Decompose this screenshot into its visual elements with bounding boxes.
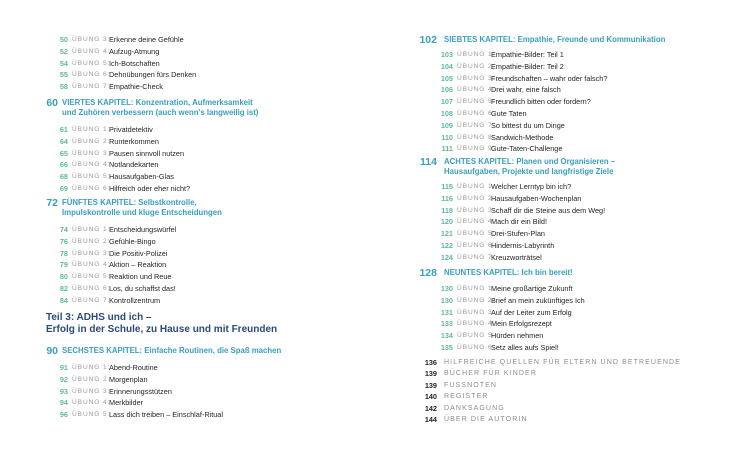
exercise-title: Kontrollzentrum xyxy=(109,295,161,305)
toc-exercise-entry[interactable] xyxy=(400,97,750,107)
back-matter-title: ÜBER DIE AUTORIN xyxy=(444,416,528,423)
exercise-label: ÜBUNG 5: xyxy=(72,273,111,281)
exercise-label: ÜBUNG 3: xyxy=(72,387,111,395)
toc-exercise-entry[interactable] xyxy=(0,398,380,408)
exercise-label: ÜBUNG 5: xyxy=(457,98,496,106)
exercise-label: ÜBUNG 1: xyxy=(457,183,496,190)
exercise-page-number: 116 xyxy=(441,193,453,203)
toc-back-matter-entry[interactable] xyxy=(400,381,740,391)
exercise-title: Kreuzworträtsel xyxy=(491,252,542,262)
exercise-page-number: 134 xyxy=(440,331,453,341)
exercise-page-number: 107 xyxy=(440,97,453,107)
exercise-label: ÜBUNG 4: xyxy=(457,320,496,328)
toc-exercise-entry[interactable] xyxy=(0,137,380,147)
exercise-title: Schaff dir die Steine aus dem Weg! xyxy=(491,205,606,215)
chapter-title-line: Impulskontrolle und kluge Entscheidungen xyxy=(62,208,222,217)
exercise-label: ÜBUNG 1: xyxy=(457,51,496,58)
exercise-label: ÜBUNG 1: xyxy=(72,126,111,133)
part-heading[interactable]: Erfolg in der Schule, zu Hause und mit Freunden xyxy=(46,324,278,335)
exercise-label: ÜBUNG 3: xyxy=(72,249,111,257)
exercise-title: So bittest du um Dinge xyxy=(491,120,565,130)
toc-exercise-entry[interactable] xyxy=(400,241,750,251)
toc-exercise-entry[interactable] xyxy=(0,375,380,385)
exercise-title: Entscheidungswürfel xyxy=(109,225,177,234)
exercise-title: Hilfreich oder eher nicht? xyxy=(109,184,191,193)
chapter-title-line: und Zuhören verbessern (auch wenn’s langweilig ist) xyxy=(62,108,259,117)
exercise-label: ÜBUNG 1: xyxy=(72,226,111,233)
exercise-title: Freundlich bitten oder fordern? xyxy=(491,97,591,107)
toc-exercise-entry[interactable] xyxy=(0,160,380,170)
exercise-title: Los, du schaffst das! xyxy=(109,284,176,293)
exercise-page-number: 115 xyxy=(441,182,453,191)
toc-exercise-entry[interactable] xyxy=(400,253,750,263)
exercise-label: ÜBUNG 6: xyxy=(457,344,496,351)
exercise-page-number: 65 xyxy=(59,148,68,158)
exercise-label: ÜBUNG 5: xyxy=(457,230,496,238)
exercise-title: Setz alles aufs Spiel! xyxy=(491,343,559,352)
toc-exercise-entry[interactable] xyxy=(400,217,750,227)
exercise-page-number: 79 xyxy=(59,260,68,270)
exercise-title: Empathie-Bilder: Teil 2 xyxy=(491,61,564,71)
toc-exercise-entry[interactable] xyxy=(0,59,380,69)
chapter-page-number: 60 xyxy=(46,97,58,109)
exercise-page-number: 93 xyxy=(59,386,68,396)
exercise-title: Die Positiv-Polizei xyxy=(109,248,168,258)
toc-exercise-entry[interactable] xyxy=(0,82,380,92)
exercise-page-number: 74 xyxy=(59,225,68,234)
exercise-title: Sandwich-Methode xyxy=(491,132,554,142)
back-matter-page-number: 140 xyxy=(424,392,437,402)
chapter-page-number: 102 xyxy=(419,34,437,46)
toc-exercise-entry[interactable] xyxy=(0,272,380,282)
toc-exercise-entry[interactable] xyxy=(0,149,380,159)
exercise-label: ÜBUNG 5: xyxy=(72,411,111,419)
back-matter-title: BÜCHER FÜR KINDER xyxy=(444,370,537,378)
toc-exercise-entry[interactable] xyxy=(0,296,380,306)
chapter-title-line: VIERTES KAPITEL: Konzentration, Aufmerksamkeit xyxy=(62,98,253,107)
toc-exercise-entry[interactable] xyxy=(400,284,750,294)
exercise-page-number: 122 xyxy=(440,241,453,250)
toc-back-matter-entry[interactable] xyxy=(400,415,740,425)
chapter-title-line: SIEBTES KAPITEL: Empathie, Freunde und Kommunikation xyxy=(444,35,666,44)
toc-exercise-entry[interactable] xyxy=(400,296,750,306)
toc-exercise-entry[interactable] xyxy=(0,125,380,135)
chapter-page-number: 90 xyxy=(46,345,58,357)
exercise-title: Pausen sinnvoll nutzen xyxy=(109,148,185,158)
chapter-page-number: 72 xyxy=(46,197,58,209)
toc-back-matter-entry[interactable] xyxy=(400,392,740,402)
back-matter-page-number: 142 xyxy=(424,403,437,413)
toc-exercise-entry[interactable] xyxy=(0,237,380,247)
exercise-page-number: 121 xyxy=(440,229,453,239)
exercise-page-number: 96 xyxy=(59,410,68,420)
exercise-title: Brief an mein zukünftiges Ich xyxy=(491,295,585,305)
exercise-page-number: 118 xyxy=(441,205,453,215)
exercise-title: Ich-Botschaften xyxy=(109,58,160,68)
exercise-label: ÜBUNG 4: xyxy=(72,47,111,55)
toc-exercise-entry[interactable] xyxy=(400,331,750,341)
exercise-page-number: 130 xyxy=(440,284,453,293)
back-matter-page-number: 139 xyxy=(424,380,437,390)
toc-exercise-entry[interactable] xyxy=(400,85,750,95)
toc-exercise-entry[interactable] xyxy=(400,194,750,204)
exercise-title: Notlandekarten xyxy=(109,160,159,170)
toc-exercise-entry[interactable] xyxy=(400,121,750,131)
exercise-page-number: 124 xyxy=(440,252,453,262)
exercise-page-number: 82 xyxy=(59,284,68,293)
exercise-title: Aufzug-Atmung xyxy=(109,46,160,56)
toc-back-matter-entry[interactable] xyxy=(400,404,740,414)
exercise-label: ÜBUNG 5: xyxy=(72,59,111,67)
exercise-page-number: 108 xyxy=(440,109,453,118)
exercise-label: ÜBUNG 6: xyxy=(72,285,111,292)
exercise-label: ÜBUNG 2: xyxy=(457,296,496,304)
exercise-page-number: 54 xyxy=(59,58,68,68)
exercise-page-number: 78 xyxy=(59,248,68,258)
exercise-title: Hausaufgaben-Wochenplan xyxy=(491,193,582,203)
chapter-title-line: SECHSTES KAPITEL: Einfache Routinen, die Spaß machen xyxy=(62,346,282,355)
exercise-title: Hürden nehmen xyxy=(491,331,544,341)
exercise-label: ÜBUNG 6: xyxy=(72,71,111,79)
exercise-title: Gefühle-Bingo xyxy=(109,236,156,246)
exercise-title: Morgenplan xyxy=(109,374,148,384)
exercise-page-number: 64 xyxy=(59,136,68,146)
exercise-title: Erinnerungsstützen xyxy=(109,386,172,396)
exercise-label: ÜBUNG 3: xyxy=(72,36,111,43)
exercise-title: Aktion – Reaktion xyxy=(109,260,167,270)
exercise-label: ÜBUNG 2: xyxy=(72,375,111,383)
part-heading[interactable]: Teil 3: ADHS und ich – xyxy=(46,312,152,323)
exercise-title: Hindernis-Labyrinth xyxy=(491,241,555,250)
exercise-title: Drei wahr, eine falsch xyxy=(491,85,561,95)
exercise-page-number: 105 xyxy=(440,73,453,83)
exercise-label: ÜBUNG 2: xyxy=(457,194,496,202)
exercise-label: ÜBUNG 4: xyxy=(72,161,111,169)
toc-exercise-entry[interactable] xyxy=(0,410,380,420)
exercise-page-number: 111 xyxy=(441,144,453,154)
exercise-title: Welcher Lerntyp bin ich? xyxy=(491,182,572,191)
chapter-title-line: Hausaufgaben, Projekte und langfristige Ziele xyxy=(444,167,614,176)
exercise-label: ÜBUNG 4: xyxy=(72,261,111,269)
exercise-title: Empathie-Bilder: Teil 1 xyxy=(491,50,564,59)
exercise-label: ÜBUNG 8: xyxy=(457,133,496,141)
toc-exercise-entry[interactable] xyxy=(400,109,750,119)
chapter-title-line: FÜNFTES KAPITEL: Selbstkontrolle, xyxy=(62,198,197,207)
exercise-label: ÜBUNG 4: xyxy=(457,218,496,226)
toc-exercise-entry[interactable] xyxy=(0,172,380,182)
exercise-title: Meine großartige Zukunft xyxy=(491,284,573,293)
exercise-page-number: 130 xyxy=(440,295,453,305)
exercise-label: ÜBUNG 5: xyxy=(72,173,111,181)
exercise-title: Abend-Routine xyxy=(109,363,158,372)
exercise-label: ÜBUNG 1: xyxy=(457,285,496,292)
exercise-title: Mein Erfolgsrezept xyxy=(491,319,552,329)
exercise-label: ÜBUNG 4: xyxy=(457,86,496,94)
exercise-title: Privatdetektiv xyxy=(109,125,153,134)
exercise-label: ÜBUNG 6: xyxy=(72,185,111,192)
exercise-page-number: 106 xyxy=(440,85,453,95)
toc-exercise-entry[interactable] xyxy=(0,249,380,259)
exercise-title: Mach dir ein Bild! xyxy=(491,217,547,227)
toc-exercise-entry[interactable] xyxy=(400,74,750,84)
exercise-page-number: 55 xyxy=(59,70,68,80)
exercise-title: Merkbilder xyxy=(109,398,144,408)
toc-exercise-entry[interactable] xyxy=(0,70,380,80)
exercise-page-number: 68 xyxy=(59,172,68,182)
exercise-label: ÜBUNG 3: xyxy=(457,206,496,214)
exercise-page-number: 50 xyxy=(59,35,68,44)
exercise-page-number: 120 xyxy=(440,217,453,227)
chapter-page-number: 128 xyxy=(419,267,437,279)
exercise-title: Hausaufgaben-Glas xyxy=(109,172,174,182)
toc-exercise-entry[interactable] xyxy=(400,182,750,192)
chapter-title-line: ACHTES KAPITEL: Planen und Organisieren – xyxy=(444,157,616,166)
exercise-title: Lass dich treiben – Einschlaf-Ritual xyxy=(109,410,223,420)
exercise-page-number: 103 xyxy=(440,50,453,59)
exercise-label: ÜBUNG 6: xyxy=(457,110,496,117)
back-matter-title: REGISTER xyxy=(444,393,489,401)
toc-exercise-entry[interactable] xyxy=(400,144,750,154)
exercise-label: ÜBUNG 1: xyxy=(72,364,111,371)
toc-exercise-entry[interactable] xyxy=(0,387,380,397)
exercise-page-number: 61 xyxy=(59,125,68,134)
exercise-label: ÜBUNG 2: xyxy=(457,62,496,70)
back-matter-title: HILFREICHE QUELLEN FÜR ELTERN UND BETREUENDE xyxy=(444,359,681,366)
exercise-label: ÜBUNG 7: xyxy=(72,296,111,304)
toc-exercise-entry[interactable] xyxy=(400,343,750,353)
exercise-title: Dehnübungen fürs Denken xyxy=(109,70,197,80)
toc-exercise-entry[interactable] xyxy=(400,206,750,216)
exercise-title: Empathie-Check xyxy=(109,82,163,92)
toc-exercise-entry[interactable] xyxy=(0,284,380,294)
exercise-title: Drei-Stufen-Plan xyxy=(491,229,545,239)
exercise-page-number: 80 xyxy=(59,272,68,282)
exercise-label: ÜBUNG 5: xyxy=(457,332,496,340)
exercise-label: ÜBUNG 2: xyxy=(72,137,111,145)
exercise-page-number: 84 xyxy=(59,295,68,305)
exercise-page-number: 133 xyxy=(440,319,453,329)
exercise-label: ÜBUNG 3: xyxy=(457,74,496,82)
exercise-page-number: 92 xyxy=(59,374,68,384)
exercise-page-number: 69 xyxy=(59,184,68,193)
exercise-label: ÜBUNG 3: xyxy=(457,308,496,316)
toc-exercise-entry[interactable] xyxy=(400,50,750,60)
exercise-page-number: 58 xyxy=(59,82,68,92)
back-matter-page-number: 139 xyxy=(424,369,437,379)
toc-back-matter-entry[interactable] xyxy=(400,369,740,379)
chapter-title-line: NEUNTES KAPITEL: Ich bin bereit! xyxy=(444,268,573,277)
exercise-title: Erkenne deine Gefühle xyxy=(109,35,184,44)
toc-exercise-entry[interactable] xyxy=(400,229,750,239)
exercise-page-number: 76 xyxy=(59,236,68,246)
exercise-title: Reaktion und Reue xyxy=(109,272,172,282)
back-matter-page-number: 144 xyxy=(424,415,437,424)
toc-exercise-entry[interactable] xyxy=(400,62,750,72)
exercise-page-number: 135 xyxy=(440,343,453,352)
exercise-label: ÜBUNG 7: xyxy=(457,253,496,261)
exercise-title: Gute-Taten-Challenge xyxy=(491,144,563,154)
toc-exercise-entry[interactable] xyxy=(0,363,380,373)
exercise-label: ÜBUNG 7: xyxy=(72,83,111,91)
toc-exercise-entry[interactable] xyxy=(0,35,380,45)
exercise-page-number: 52 xyxy=(59,46,68,56)
exercise-title: Auf der Leiter zum Erfolg xyxy=(491,307,572,317)
exercise-label: ÜBUNG 2: xyxy=(72,237,111,245)
exercise-page-number: 104 xyxy=(440,61,453,71)
exercise-label: ÜBUNG 9: xyxy=(457,145,496,153)
exercise-label: ÜBUNG 4: xyxy=(72,399,111,407)
toc-exercise-entry[interactable] xyxy=(0,225,380,235)
exercise-page-number: 131 xyxy=(440,307,453,317)
exercise-page-number: 109 xyxy=(440,120,453,130)
toc-exercise-entry[interactable] xyxy=(400,319,750,329)
back-matter-title: DANKSAGUNG xyxy=(444,404,505,412)
toc-exercise-entry[interactable] xyxy=(400,133,750,143)
exercise-page-number: 94 xyxy=(59,398,68,408)
exercise-label: ÜBUNG 3: xyxy=(72,149,111,157)
exercise-page-number: 66 xyxy=(59,160,68,170)
exercise-label: ÜBUNG 7: xyxy=(457,121,496,129)
back-matter-title: FUSSNOTEN xyxy=(444,381,498,389)
toc-exercise-entry[interactable] xyxy=(400,308,750,318)
toc-exercise-entry[interactable] xyxy=(0,184,380,194)
toc-back-matter-entry[interactable] xyxy=(400,358,740,368)
exercise-title: Gute Taten xyxy=(491,109,527,118)
exercise-page-number: 110 xyxy=(441,132,453,142)
exercise-title: Runterkommen xyxy=(109,136,159,146)
toc-exercise-entry[interactable] xyxy=(0,47,380,57)
exercise-page-number: 91 xyxy=(59,363,68,372)
exercise-label: ÜBUNG 6: xyxy=(457,242,496,249)
toc-exercise-entry[interactable] xyxy=(0,260,380,270)
back-matter-page-number: 136 xyxy=(424,358,437,367)
exercise-title: Freundschaften – wahr oder falsch? xyxy=(491,73,608,83)
chapter-page-number: 114 xyxy=(420,156,437,168)
